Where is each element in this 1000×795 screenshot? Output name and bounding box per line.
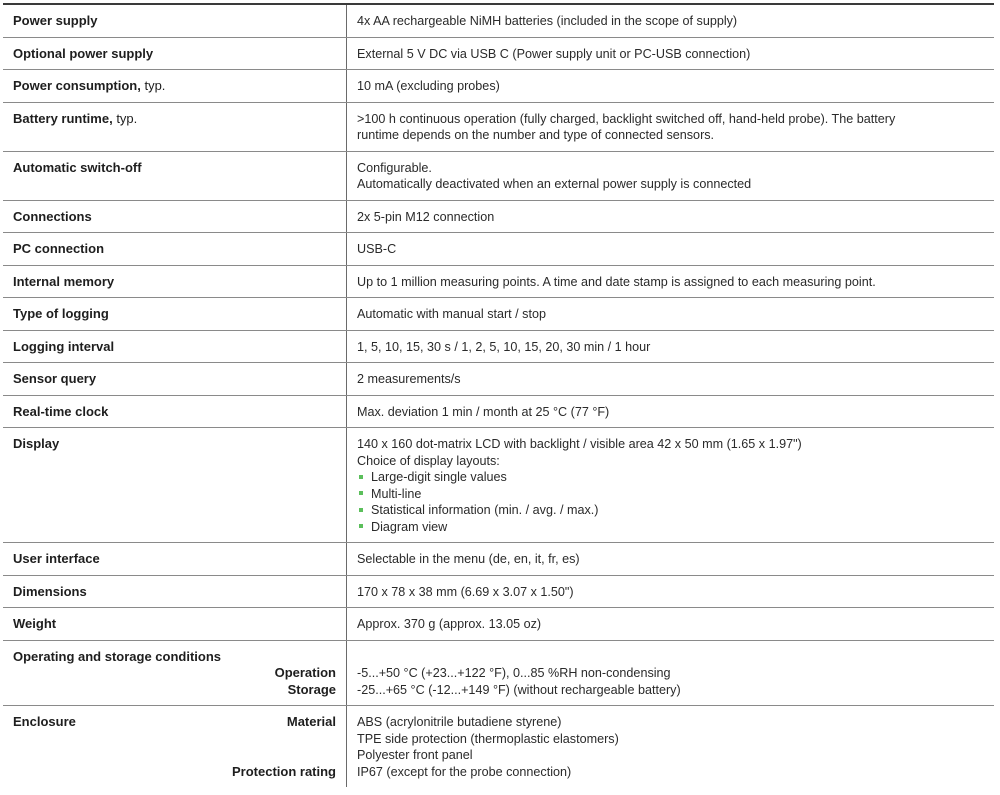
material-value: Polyester front panel [357,748,473,762]
table-row [3,201,994,234]
list-item-text: Diagram view [371,519,448,534]
row-label-text: Display [13,436,60,451]
row-value: Approx. 370 g (approx. 13.05 oz) [357,617,542,631]
list-item [357,502,984,519]
table-row [3,331,994,364]
row-label-text: Operating and storage conditions [13,648,222,664]
list-item [357,469,984,486]
row-label-text: Enclosure [13,714,76,729]
row-value-line: 4x AA rechargeable NiMH batteries (included in the scope of supply) [357,14,738,28]
row-value: Selectable in the menu (de, en, it, fr, es) [357,552,580,566]
row-value [347,103,994,151]
table-row [3,103,994,152]
row-value-line: runtime depends on the number and type of connected sensors. [357,128,715,142]
row-value-line: USB-C [357,242,397,256]
sub-label-operation: Operation [274,665,336,680]
table-row [3,266,994,299]
table-row [3,70,994,103]
row-label [3,201,347,233]
table-row [3,298,994,331]
row-value [347,298,994,330]
list-item-text: Large-digit single values [371,470,507,484]
row-label [3,38,347,70]
sub-label-storage: Storage [287,681,336,697]
row-label [3,298,347,330]
row-label-text: Battery runtime, [13,110,113,126]
row-value [347,331,994,363]
row-label-text: PC connection [13,241,105,256]
list-item [357,519,984,536]
row-label-text: Internal memory [13,273,115,289]
display-value-line: 140 x 160 dot-matrix LCD with backlight / visible area 42 x 50 mm (1.65 x 1.97") [357,437,802,451]
bullet-icon [359,524,363,528]
row-value-line: Configurable. [357,160,432,175]
row-value [347,5,994,37]
list-item-text: Multi-line [371,486,422,501]
bullet-icon [359,508,363,512]
bullet-icon [359,491,363,495]
row-label-text: Power supply [13,13,98,28]
table-row-weight [3,608,994,641]
row-label-suffix: typ. [140,78,166,93]
specifications-table [3,3,994,787]
spacer [13,731,336,748]
row-value [347,706,994,787]
table-row [3,396,994,429]
row-value: 170 x 78 x 38 mm (6.69 x 3.07 x 1.50") [357,584,574,599]
table-row [3,363,994,396]
list-item-text: Statistical information (min. / avg. / max.) [371,503,599,517]
row-label-text: Dimensions [13,583,87,599]
table-row-display [3,428,994,543]
row-label-text: Real-time clock [13,403,109,419]
row-label [3,543,347,575]
row-label-text: Weight [13,616,57,631]
table-row-dimensions [3,576,994,609]
row-label-text: Sensor query [13,371,97,386]
row-value [347,38,994,70]
table-row-user-interface [3,543,994,576]
row-label [3,152,347,200]
table-row [3,5,994,38]
row-label [3,396,347,428]
row-value [347,266,994,298]
row-value-line: External 5 V DC via USB C (Power supply unit or PC-USB connection) [357,46,751,61]
row-value [347,233,994,265]
row-label [3,331,347,363]
spacer [357,649,984,666]
row-label [3,706,347,787]
bullet-icon [359,475,363,479]
row-value-line: Up to 1 million measuring points. A time and date stamp is assigned to each measuring point. [357,274,876,289]
row-value [347,363,994,395]
row-label-suffix: typ. [112,110,138,126]
row-label-text: Automatic switch-off [13,159,142,175]
row-value-line: Max. deviation 1 min / month at 25 °C (77 °F) [357,404,610,419]
row-value [347,201,994,233]
row-label [3,363,347,395]
row-label [3,266,347,298]
row-label [3,5,347,37]
table-row [3,233,994,266]
table-row [3,38,994,71]
protection-rating-value: IP67 (except for the probe connection) [357,764,572,779]
row-value-line: >100 h continuous operation (fully charged, backlight switched off, hand-held probe). The battery [357,111,896,126]
row-value [347,152,994,200]
row-label [3,233,347,265]
row-label-text: User interface [13,551,100,566]
row-value-line: 2 measurements/s [357,372,461,386]
row-label-text: Optional power supply [13,45,154,61]
table-row-enclosure [3,706,994,787]
row-label [3,428,347,542]
row-label-text: Type of logging [13,306,109,321]
row-value [347,428,994,542]
row-value-line: 10 mA (excluding probes) [357,79,500,93]
row-value-line: Automatically deactivated when an external power supply is connected [357,177,752,191]
sub-label-material: Material [286,714,336,729]
operation-value: -5...+50 °C (+23...+122 °F), 0...85 %RH non-condensing [357,666,671,680]
enclosure-material-header [13,714,336,731]
storage-value: -25...+65 °C (-12...+149 °F) (without rechargeable battery) [357,682,681,697]
row-label [3,608,347,640]
row-label-text: Connections [13,208,92,224]
row-label [3,641,347,706]
table-row [3,152,994,201]
row-label [3,70,347,102]
row-value-line: 2x 5-pin M12 connection [357,209,495,224]
row-value [347,641,994,706]
row-label-text: Logging interval [13,338,115,354]
row-value-line: Automatic with manual start / stop [357,307,546,321]
list-item [357,486,984,503]
display-value-line: Choice of display layouts: [357,453,500,468]
row-value-line: 1, 5, 10, 15, 30 s / 1, 2, 5, 10, 15, 20, 30 min / 1 hour [357,339,651,354]
table-row-operating-storage [3,641,994,707]
sub-label-protection-rating: Protection rating [231,763,336,779]
spacer [13,747,336,764]
row-value [347,70,994,102]
row-value [347,396,994,428]
material-value: TPE side protection (thermoplastic elastomers) [357,731,619,746]
material-value: ABS (acrylonitrile butadiene styrene) [357,715,562,729]
row-label-text: Power consumption, [13,78,141,93]
row-label [3,103,347,151]
row-label [3,576,347,608]
